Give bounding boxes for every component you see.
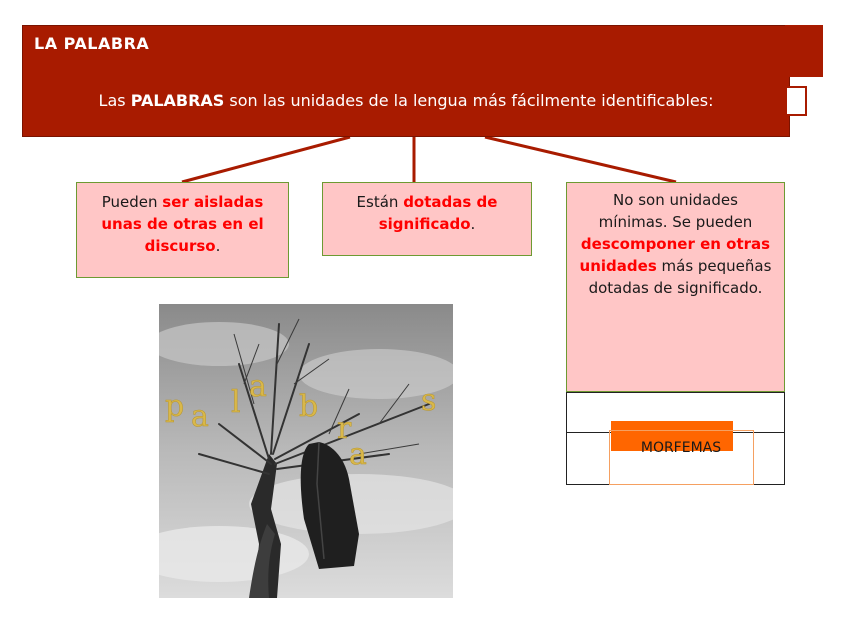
tree-photo-illustration <box>159 304 453 598</box>
info-box-descomponer <box>566 182 785 392</box>
connector-right <box>485 137 676 182</box>
tree-photo <box>159 304 453 598</box>
svg-text:l: l <box>231 385 241 420</box>
box-text: No son unidades mínimas. Se pueden <box>598 191 753 231</box>
box-highlight: ser aisladas unas de otras en el discurso <box>101 193 264 255</box>
page-title: LA PALABRA <box>34 34 150 53</box>
box-text-end: más pequeñas dotadas de significado. <box>588 257 772 297</box>
subtitle-bold: PALABRAS <box>130 91 225 110</box>
svg-text:b: b <box>299 389 319 424</box>
info-box-significado <box>322 182 532 256</box>
subtitle-pre: Las <box>98 91 131 110</box>
svg-text:a: a <box>191 399 209 434</box>
box-text: Pueden <box>101 193 163 211</box>
header-subtitle <box>22 91 790 110</box>
morfemas-box <box>609 430 754 485</box>
svg-text:p: p <box>165 389 185 424</box>
svg-text:a: a <box>249 369 267 404</box>
box-highlight: dotadas de significado <box>378 193 498 233</box>
box-text-end: . <box>215 237 221 255</box>
svg-text:a: a <box>349 437 367 472</box>
morfemas-label: MORFEMAS <box>640 440 722 456</box>
svg-text:s: s <box>421 383 437 418</box>
svg-text:r: r <box>337 411 352 446</box>
connector-left <box>182 137 350 182</box>
subtitle-post: son las unidades de la lengua más fácilmente identificables: <box>224 91 714 110</box>
box-text-end: . <box>470 215 476 233</box>
decorative-square <box>785 25 823 77</box>
info-box-aisladas <box>76 182 289 278</box>
box-highlight: descomponer en otras unidades <box>579 235 771 275</box>
box-text: Están <box>356 193 404 211</box>
